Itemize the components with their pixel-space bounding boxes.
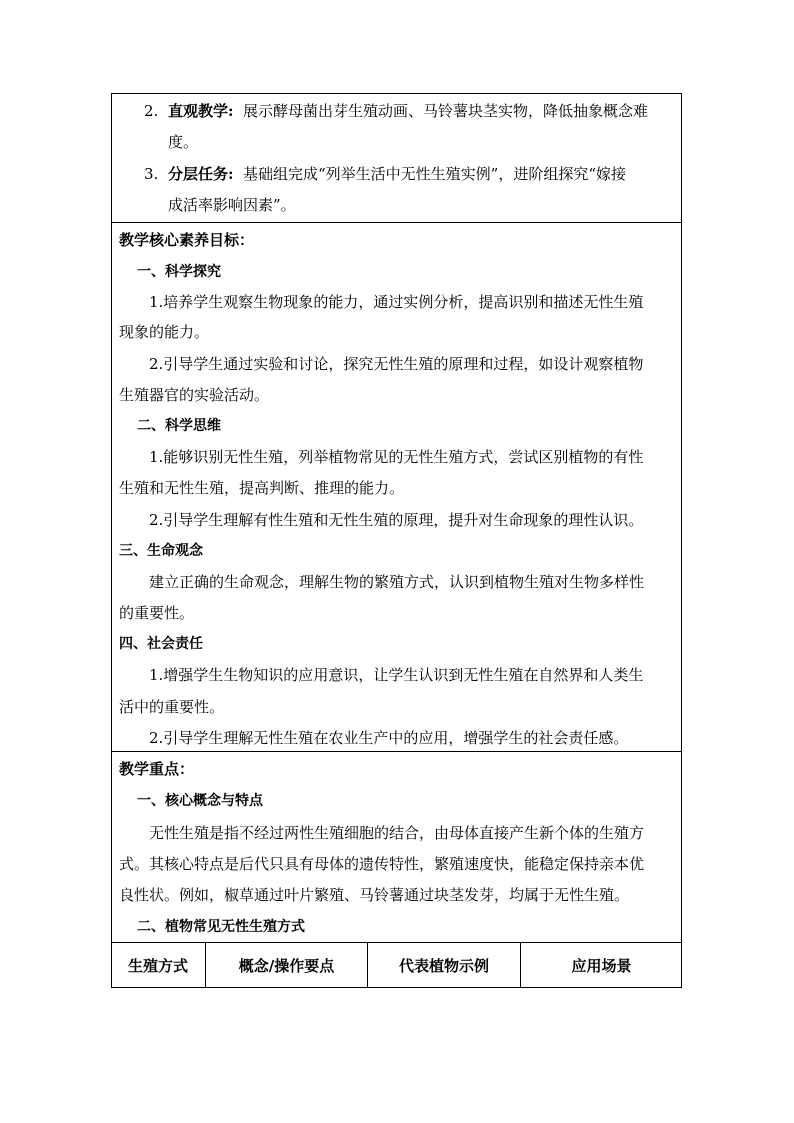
table-header-cell: 概念/操作要点 bbox=[206, 942, 368, 988]
section-title: 教学重点： bbox=[119, 760, 195, 778]
method-text: 度。 bbox=[168, 133, 199, 151]
paragraph-line: 建立正确的生命观念，理解生物的繁殖方式，认识到植物生殖对生物多样性 bbox=[149, 573, 645, 591]
subsection-heading: 二、科学思维 bbox=[137, 418, 221, 434]
list-number: 2. bbox=[144, 102, 159, 120]
row-divider bbox=[111, 222, 682, 223]
paragraph-line: 活中的重要性。 bbox=[119, 698, 225, 716]
method-text: 基础组完成“列举生活中无性生殖实例”，进阶组探究“嫁接 bbox=[243, 165, 627, 183]
paragraph-line: 1.培养学生观察生物现象的能力，通过实例分析，提高识别和描述无性生殖 bbox=[149, 293, 644, 311]
paragraph-line: 1.增强学生生物知识的应用意识，让学生认识到无性生殖在自然界和人类生 bbox=[149, 666, 644, 684]
subsection-heading: 四、社会责任 bbox=[119, 636, 203, 652]
table-header-cell: 生殖方式 bbox=[111, 942, 206, 988]
paragraph-line: 2.引导学生理解有性生殖和无性生殖的原理，提升对生命现象的理性认识。 bbox=[149, 511, 644, 529]
paragraph-line: 无性生殖是指不经过两性生殖细胞的结合，由母体直接产生新个体的生殖方 bbox=[149, 824, 645, 842]
paragraph-line: 的重要性。 bbox=[119, 604, 195, 622]
paragraph-line: 生殖器官的实验活动。 bbox=[119, 386, 270, 404]
section-title: 教学核心素养目标： bbox=[119, 231, 255, 249]
method-text: 展示酵母菌出芽生殖动画、马铃薯块茎实物，降低抽象概念难 bbox=[243, 102, 649, 120]
method-text: 成活率影响因素”。 bbox=[168, 196, 296, 214]
method-label: 分层任务: bbox=[168, 165, 234, 183]
subsection-heading: 一、核心概念与特点 bbox=[137, 793, 263, 809]
paragraph-line: 2.引导学生理解无性生殖在农业生产中的应用，增强学生的社会责任感。 bbox=[149, 729, 629, 747]
subsection-heading: 二、植物常见无性生殖方式 bbox=[137, 919, 305, 935]
subsection-heading: 一、科学探究 bbox=[137, 264, 221, 280]
row-divider bbox=[111, 751, 682, 752]
method-label: 直观教学: bbox=[168, 102, 234, 120]
paragraph-line: 1.能够识别无性生殖，列举植物常见的无性生殖方式，尝试区别植物的有性 bbox=[149, 448, 644, 466]
paragraph-line: 良性状。例如，椒草通过叶片繁殖、马铃薯通过块茎发芽，均属于无性生殖。 bbox=[119, 886, 630, 904]
table-header-cell: 应用场景 bbox=[571, 956, 632, 975]
paragraph-line: 现象的能力。 bbox=[119, 323, 210, 341]
paragraph-line: 式。其核心特点是后代只具有母体的遗传特性，繁殖速度快，能稳定保持亲本优 bbox=[119, 855, 645, 873]
table-header-cell: 代表植物示例 bbox=[368, 942, 521, 988]
paragraph-line: 2.引导学生通过实验和讨论，探究无性生殖的原理和过程，如设计观察植物 bbox=[149, 355, 644, 373]
subsection-heading: 三、生命观念 bbox=[119, 543, 203, 559]
paragraph-line: 生殖和无性生殖，提高判断、推理的能力。 bbox=[119, 479, 405, 497]
list-number: 3. bbox=[144, 165, 159, 183]
